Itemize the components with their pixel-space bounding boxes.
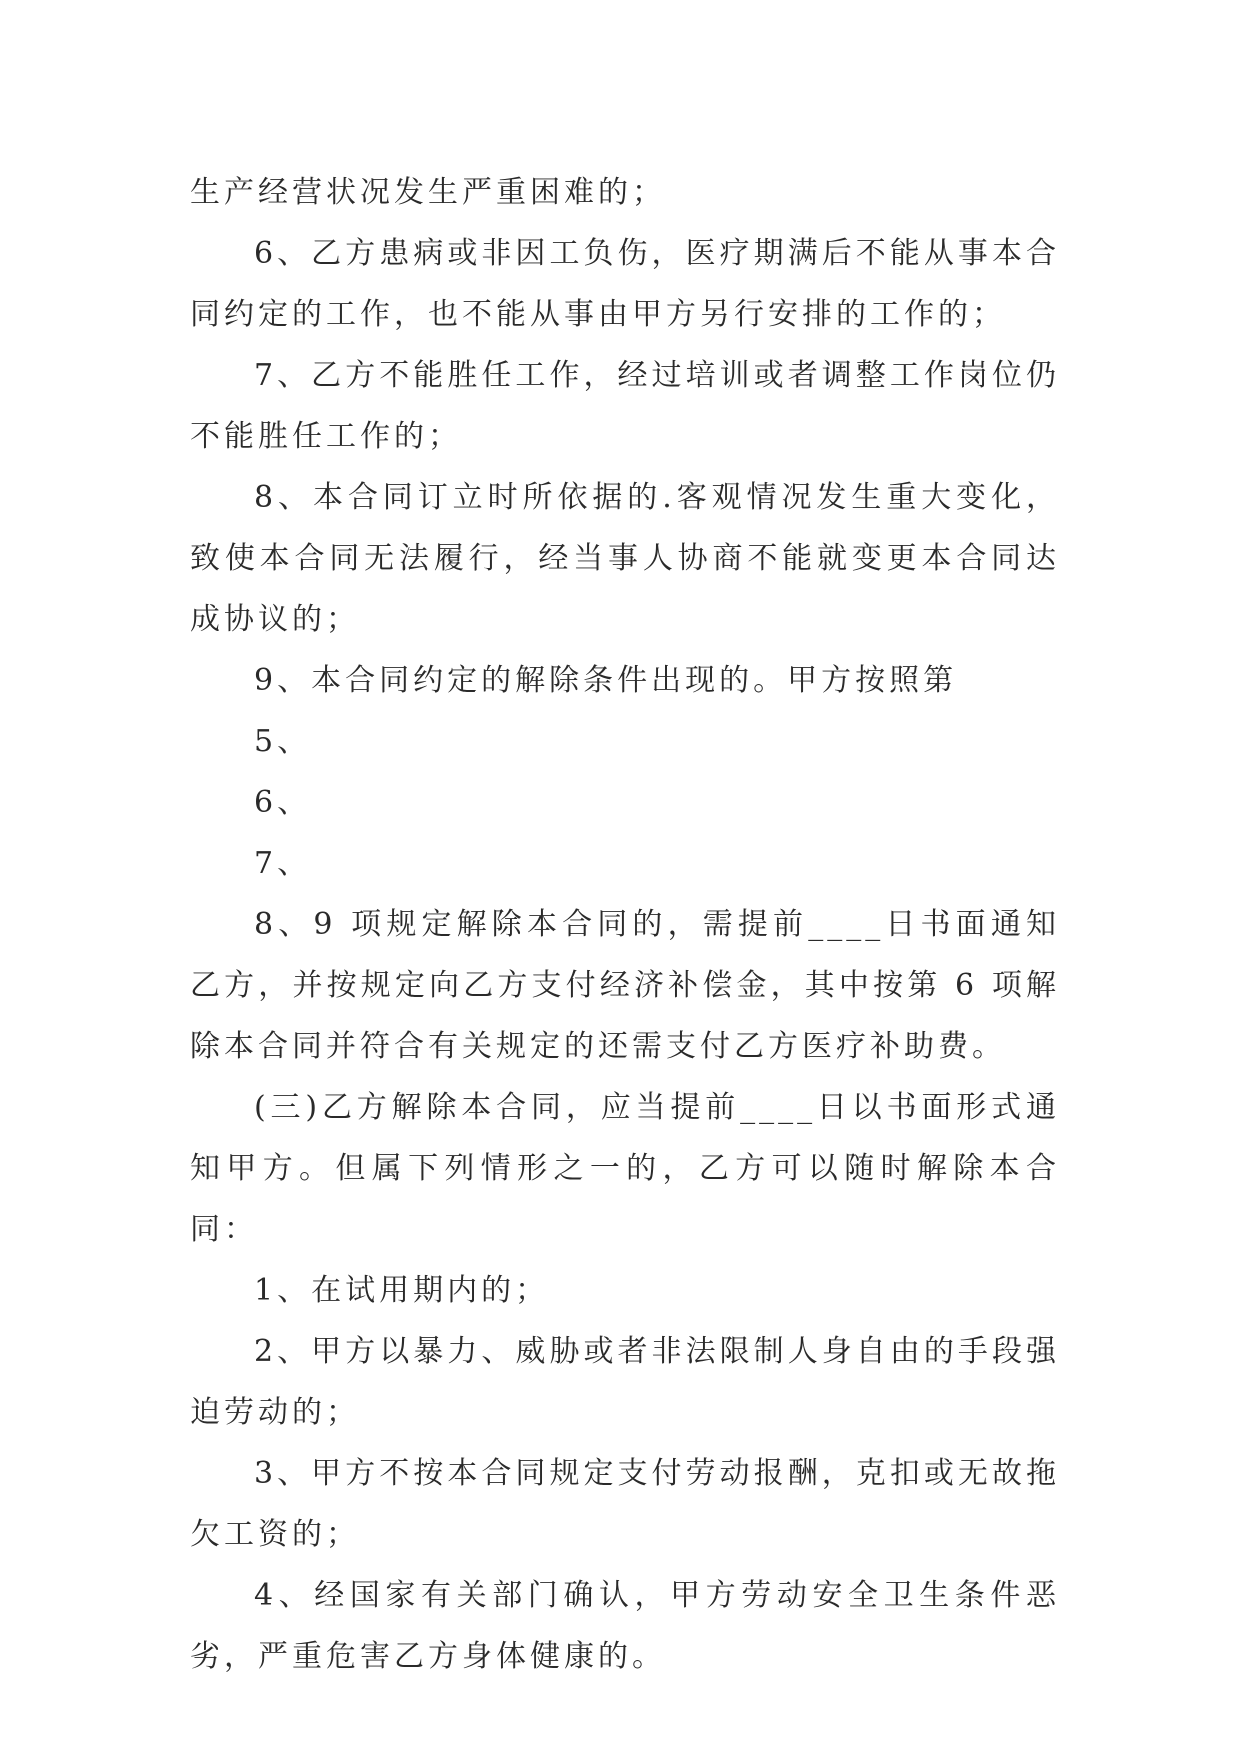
paragraph-ref-8-9: 8、9 项规定解除本合同的，需提前____日书面通知乙方，并按规定向乙方支付经济补偿金，其中按第 6 项解除本合同并符合有关规定的还需支付乙方医疗补助费。 (190, 907, 1060, 1064)
paragraph-item-6: 6、乙方患病或非因工负伤，医疗期满后不能从事本合同约定的工作，也不能从事由甲方另行安排的工作的； (190, 236, 1060, 332)
paragraph-ref-5: 5、 (254, 724, 312, 759)
paragraph-item-7: 7、乙方不能胜任工作，经过培训或者调整工作岗位仍不能胜任工作的； (190, 358, 1060, 454)
paragraph-ref-7: 7、 (254, 846, 312, 881)
paragraph-b-item-1: 1、在试用期内的； (254, 1273, 550, 1308)
paragraph-item-9: 9、本合同约定的解除条件出现的。甲方按照第 (254, 663, 958, 698)
paragraph-b-item-4: 4、经国家有关部门确认，甲方劳动安全卫生条件恶劣，严重危害乙方身体健康的。 (190, 1578, 1060, 1674)
paragraph-ref-6: 6、 (254, 785, 312, 820)
document-body (190, 162, 1060, 1687)
paragraph-item-8: 8、本合同订立时所依据的.客观情况发生重大变化，致使本合同无法履行，经当事人协商不能就变更本合同达成协议的； (190, 480, 1060, 637)
paragraph-continuation: 生产经营状况发生严重困难的； (190, 175, 666, 210)
paragraph-b-item-2: 2、甲方以暴力、威胁或者非法限制人身自由的手段强迫劳动的； (190, 1334, 1060, 1430)
paragraph-b-item-3: 3、甲方不按本合同规定支付劳动报酬，克扣或无故拖欠工资的； (190, 1456, 1060, 1552)
paragraph-section-3: (三)乙方解除本合同，应当提前____日以书面形式通知甲方。但属下列情形之一的，乙方可以随时解除本合同： (190, 1090, 1060, 1247)
